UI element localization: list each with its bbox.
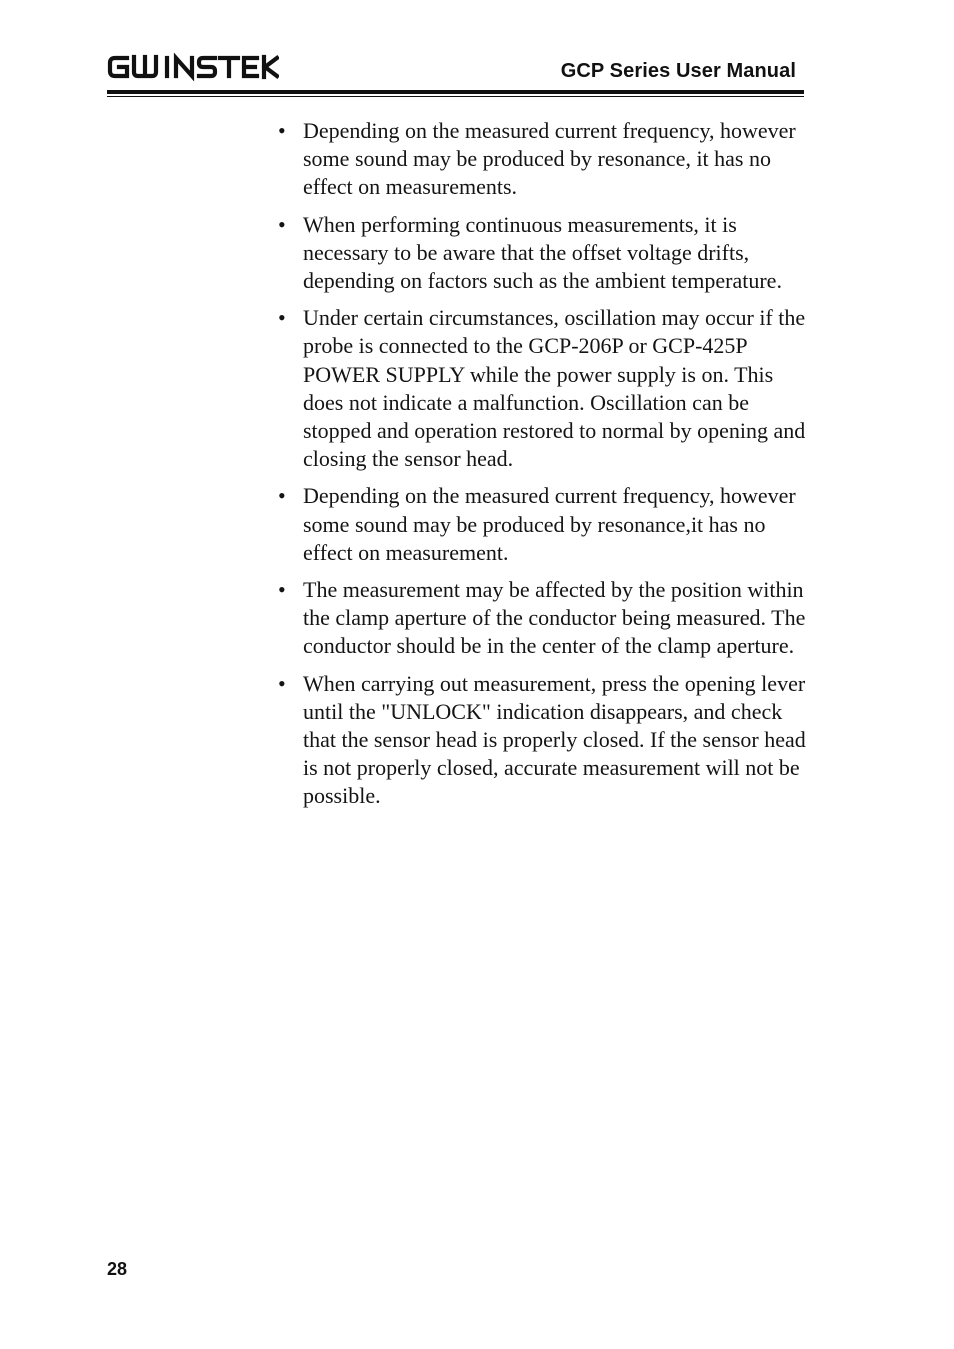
note-text: Depending on the measured current frequency, however some sound may be produced by resonance,it has no effect on measurement. — [303, 483, 796, 565]
bullet-icon: • — [278, 670, 286, 696]
note-item — [273, 211, 813, 296]
manual-title: GCP Series User Manual — [560, 60, 796, 82]
notes-list — [273, 117, 813, 811]
note-text: The measurement may be affected by the position within the clamp aperture of the conductor being measured. The conductor should be in the center of the clamp aperture. — [303, 577, 806, 659]
header-rule-thin — [107, 96, 804, 97]
note-item — [273, 304, 813, 473]
bullet-icon: • — [278, 483, 286, 509]
note-item — [273, 117, 813, 202]
note-item — [273, 576, 813, 661]
bullet-icon: • — [278, 305, 286, 331]
header-rule-thick — [107, 90, 804, 94]
note-text: Depending on the measured current frequency, however some sound may be produced by resonance, it has no effect on measurements. — [303, 118, 796, 200]
note-text: When performing continuous measurements, it is necessary to be aware that the offset voltage drifts, depending on factors such as the ambient temperature. — [303, 211, 782, 294]
bullet-icon: • — [278, 118, 286, 143]
note-item — [273, 670, 813, 811]
bullet-icon: • — [278, 577, 286, 603]
page-number: 28 — [107, 1259, 128, 1279]
page-header — [107, 52, 804, 98]
note-text: When carrying out measurement, press the opening lever until the "UNLOCK" indication disappears, and check that the sensor head is properly closed. If the sensor head is not properly closed, accurate measurement will not be possible. — [303, 670, 806, 809]
note-text: Under certain circumstances, oscillation may occur if the probe is connected to the GCP-206P or GCP-425P POWER SUPPLY while the power supply is on. This does not indicate a malfunction. Oscillation can be stopped and operation restored to normal by opening and closing the sensor head. — [303, 305, 806, 472]
bullet-icon: • — [278, 211, 286, 237]
note-item — [273, 482, 813, 567]
notes-section — [273, 117, 813, 820]
gw-instek-logo — [107, 52, 279, 82]
